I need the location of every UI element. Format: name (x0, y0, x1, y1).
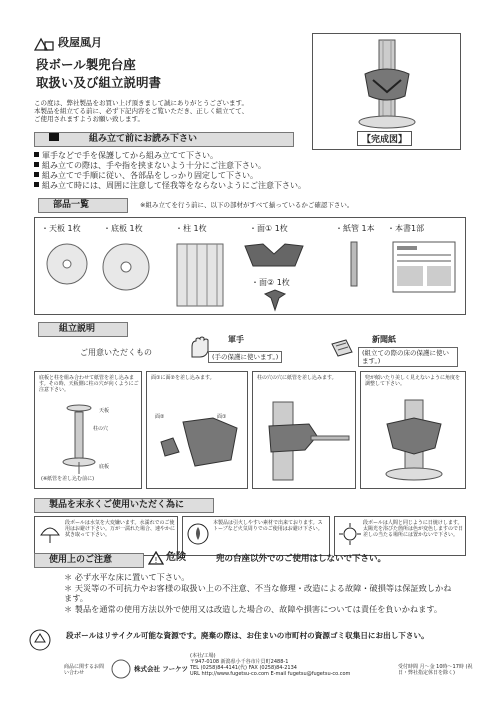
recycle-mark-icon (28, 628, 52, 658)
part-label: ・面② 1枚 (251, 278, 290, 287)
footer-address: (本社/工場) 〒947-0108 新潟県小千谷市片貝町2488-1 TEL (0258)84-4141(代) FAX (0258)84-2134 URL http://www.fugetsu-co.com E-mail fugetsu@fugetsu-co.com (190, 653, 351, 677)
recycle-text: 段ボールはリサイクル可能な資源です。廃棄の際は、お住まいの市町村の資源ゴミ収集日にお出し下さい。 (66, 631, 429, 640)
tool1-name: 軍手 (228, 335, 244, 344)
bottom-plate-icon (101, 242, 151, 292)
company-name: 株式会社 フーケツ (134, 665, 189, 673)
tool2-desc: (組立ての際の床の保護に使います。) (358, 347, 458, 367)
step-4 (360, 371, 466, 489)
parts-note: ※組み立てを行う前に、以下の部材がすべて揃っているかご確認下さい。 (140, 201, 354, 209)
fire-warning-icon (187, 523, 209, 545)
part-label: ・本書1部 (387, 224, 425, 233)
tool1-desc: (手の保護に使います。) (208, 351, 282, 363)
care-header: 製品を末永くご使用いただく為に (34, 498, 214, 513)
prepare-label: ご用意いただくもの (80, 348, 152, 357)
care-box-1: 段ボールは水気を大変嫌います。水濡れでのご使用はお避け下さい。万が一濡れた場合、速やかに拭き取って下さい。 (34, 516, 178, 556)
assembly-header: 組立説明 (38, 322, 128, 337)
step-text: 面①に面②を差し込みます。 (151, 375, 215, 381)
intro-line: ご使用されますようお願い致します。 (34, 115, 144, 123)
intro-text (34, 99, 314, 123)
completed-label: 【完成図】 (357, 131, 412, 146)
umbrella-icon (39, 523, 61, 545)
usage-list (64, 572, 456, 614)
list-item: 組み立て時には、周囲に注意して怪我等をならないようにご注意下さい。 (34, 181, 474, 191)
parts-panel (34, 217, 466, 315)
care-box-2: 本製品は引火しやすい素材で出来ております。ストーブなど火気周りでのご使用はお避け下さい。 (182, 516, 330, 556)
warning-icon (148, 551, 164, 565)
intro-line: この度は、弊社製品をお買い上げ頂きまして誠にありがとうございます。 (34, 99, 248, 107)
top-plate-icon (45, 242, 89, 286)
completed-kabuto-icon (313, 34, 460, 134)
danger-text: 兜の台座以外でのご使用はしないで下さい。 (216, 554, 387, 564)
step4-diagram (371, 396, 457, 486)
manual-icon (391, 240, 457, 294)
part-label: ・底板 1枚 (103, 224, 143, 233)
part-label: ・天板 1枚 (41, 224, 81, 233)
footer-left-note: 商品に関するお問い合わせ (64, 664, 105, 676)
list-item: ＊ 天災等の不可抗力やお客様の取扱い上の不注意、不当な修理・改造による故障・破損等は保証致しかねます。 (64, 582, 452, 603)
parts-header: 部品一覧 (38, 198, 128, 213)
tool2-name: 新聞紙 (372, 335, 396, 344)
step-1: 底板と柱を組み合わせて紙管を差し込みます。その時、天板側に柱の穴が向くようにご注意下さい。 天板 柱の穴 底板 (※紙管を差し込む前に) (34, 371, 142, 489)
list-item: 組み立ての際は、手や指を挟まないよう十分にご注意下さい。 (34, 161, 474, 171)
part-label: ・柱 1枚 (175, 224, 207, 233)
pillar-icon (175, 242, 225, 308)
precautions-header-text: 組み立て前にお読み下さい (89, 134, 198, 144)
step2-diagram (153, 402, 243, 482)
step-2: 面①に面②を差し込みます。 面② 面① (146, 371, 248, 489)
footer-hours: 受付時間 月～金 10時～17時 (祝日・弊社指定休日を除く) (398, 664, 473, 676)
precautions-header (34, 132, 294, 147)
newspaper-icon (330, 338, 354, 358)
list-item: 組み立てで手順に従い、各部品をしっかり固定して下さい。 (34, 171, 474, 181)
brand-name: 段屋風月 (58, 36, 102, 49)
svg-text:!: ! (154, 556, 158, 565)
list-item: 軍手などで手を保護してから組み立てて下さい。 (34, 151, 474, 161)
list-item: ＊ 製品を通常の使用方法以外で使用又は改造した場合の、故障や損害については責任を負いかねます。 (64, 603, 443, 614)
completed-figure (312, 33, 461, 150)
step-text: 柱の穴の穴に紙管を差し込みます。 (257, 375, 337, 381)
brand-logo-icon (34, 37, 54, 51)
company-logo-icon (110, 658, 132, 680)
sun-icon (339, 523, 361, 545)
face1-icon (243, 240, 305, 270)
care-box-3: 段ボールは人間と同じように日焼けします。太陽光を浴びた箇所は色が変色しますので日差しの当たる場所には置かないで下さい。 (334, 516, 466, 556)
step-text: 底板と柱を組み合わせて紙管を差し込みます。その時、天板側に柱の穴が向くようにご注意下さい。 (39, 375, 139, 393)
precautions-list (34, 151, 474, 191)
step-3 (252, 371, 356, 489)
title-line2: 取扱い及び組立説明書 (36, 75, 162, 90)
title-line1: 段ボール製兜台座 (36, 57, 136, 72)
usage-header: 使用上のご注意 (34, 553, 144, 568)
face2-icon (261, 288, 289, 312)
part-label: ・紙管 1本 (335, 224, 375, 233)
step1-diagram (55, 400, 125, 480)
part-label: ・面① 1枚 (249, 224, 288, 233)
step-text: 兜が傾いたり美しく見えないように角度を調整して下さい。 (365, 375, 461, 387)
intro-line: 本製品を組立てる前に、必ず下記内容をご覧いただき、正しく組立てて、 (34, 107, 249, 115)
paper-tube-icon (349, 240, 359, 288)
step3-diagram (259, 396, 351, 486)
brand-logo (34, 36, 134, 52)
list-item: ＊ 必ず水平な床に置いて下さい。 (64, 572, 190, 582)
